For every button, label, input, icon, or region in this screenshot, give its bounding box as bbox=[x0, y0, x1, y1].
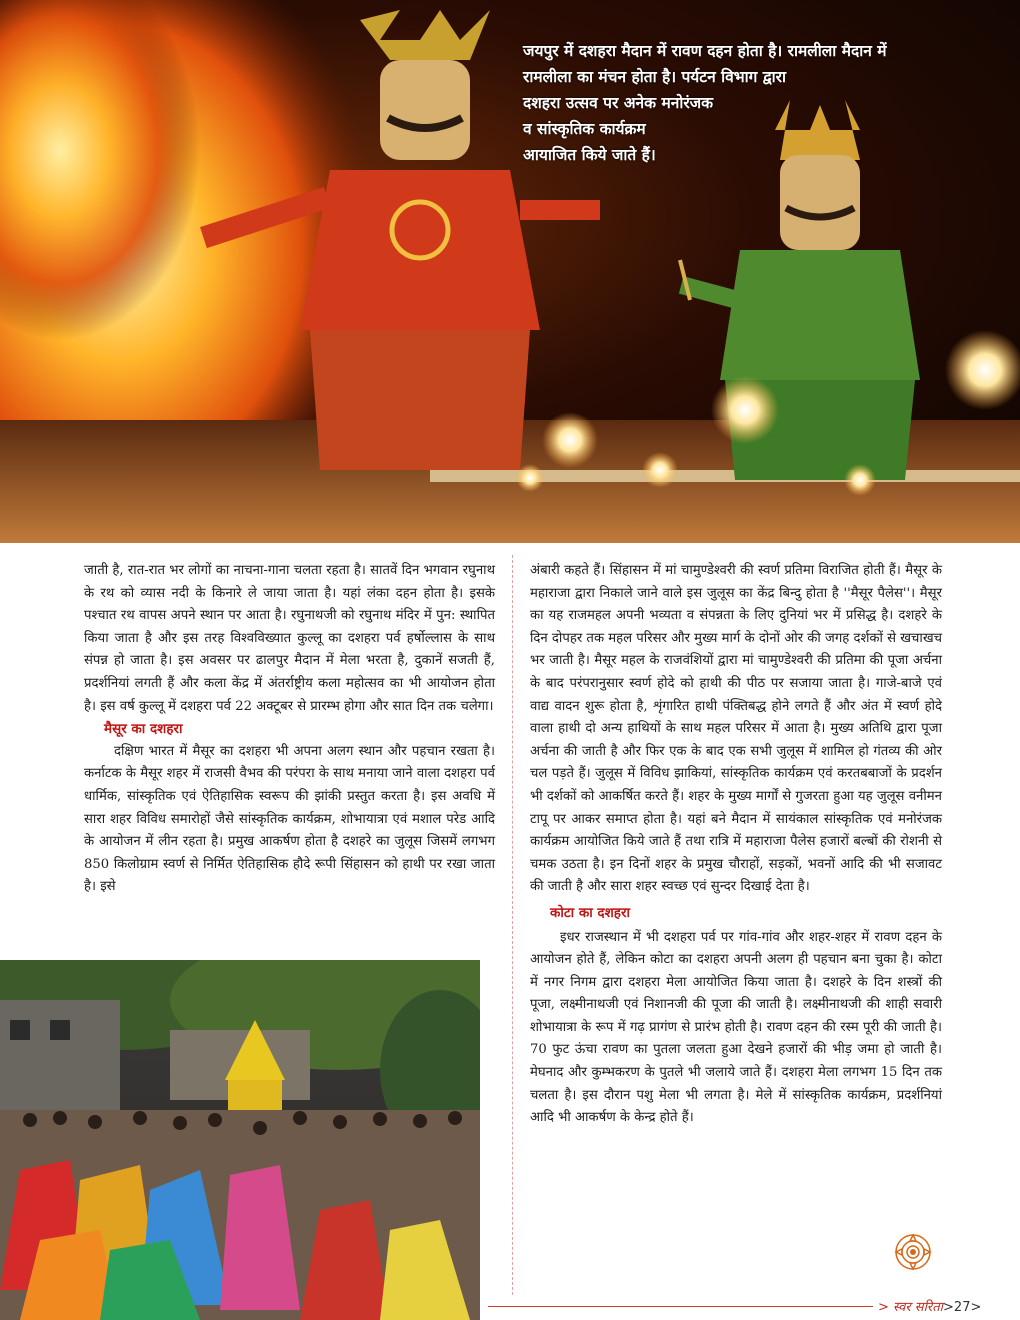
hero-photo bbox=[0, 0, 1020, 543]
footer-brand bbox=[878, 1297, 981, 1315]
mysore-paragraph: दक्षिण भारत में मैसूर का दशहरा भी अपना अलग स्थान और पहचान रखता है। कर्नाटक के मैसूर शहर में राजसी वैभव की परंपरा के साथ मनाया जाने वाला दशहरा पर्व धार्मिक, सांस्कृतिक एवं ऐतिहासिक स्वरूप की झांकी प्रस्तुत करता है। इस अवधि में सारा शहर विविध समारोहों जैसे सांस्कृतिक कार्यक्रम, शोभायात्रा एवं मशाल परेड आदि के आयोजन में लीन रहता है। प्रमुख आकर्षण होता है दशहरे का जुलूस जिसमें लगभग 850 किलोग्राम स्वर्ण से निर्मित ऐतिहासिक हौदे रूपी सिंहासन को हाथी पर रखा जाता है। इसे bbox=[84, 743, 495, 895]
kullu-paragraph-end: जाती है, रात-रात भर लोगों का नाचना-गाना चलता रहता है। सातवें दिन भगवान रघुनाथ के रथ को व्यास नदी के किनारे ले जाया जाता है। यहां लंका दहन होता है। इसके पश्चात रथ वापस अपने स्थान पर आता है। रघुनाथजी को रघुनाथ मंदिर में पुन: स्थापित किया जाता है और इस तरह विश्वविख्यात कुल्लू का दशहरा पर्व हर्षोल्लास के साथ संपन्न हो जाता है। इस अवसर पर ढालपुर मैदान में मेला भरता है, दुकानें सजती हैं, प्रदर्शनियां लगती हैं और कला केंद्र में अंतर्राष्ट्रीय कला महोत्सव का भी आयोजन होता है। इस वर्ष कुल्लू में दशहरा पर्व 22 अक्टूबर से प्रारम्भ होगा और सात दिन तक चलेगा। bbox=[84, 563, 495, 714]
article-column-right bbox=[530, 560, 942, 1130]
page-number: >27> bbox=[943, 1300, 982, 1315]
procession-photo bbox=[0, 960, 480, 1320]
kota-heading: कोटा का दशहरा bbox=[550, 904, 630, 921]
mysore-heading: मैसूर का दशहरा bbox=[104, 721, 183, 738]
procession-illustration bbox=[0, 960, 480, 1320]
mandala-icon bbox=[893, 1232, 933, 1272]
magazine-name: स्वर सरिता bbox=[893, 1300, 944, 1315]
footer-rule bbox=[488, 1306, 873, 1307]
kota-paragraph: इधर राजस्थान में भी दशहरा पर्व पर गांव-गांव और शहर-शहर में रावण दहन के आयोजन होते हैं, लेकिन कोटा का दशहरा अपनी अलग ही पहचान बना चुका है। कोटा में नगर निगम द्वारा दशहरा मेला आयोजित किया जाता है। दशहरे के दिन शस्त्रों की पूजा, लक्ष्मीनाथजी एवं निशानजी की पूजा की जाती है। लक्ष्मीनाथजी की शाही सवारी शोभायात्रा के रूप में गढ़ प्रागंण से प्रारंभ होती है। रावण दहन की रस्म पूरी की जाती है। 70 फुट ऊंचा रावण का पुतला जलता हुआ देखने हजारों की भीड़ जमा हो जाती है। मेघनाद और कुम्भकरण के पुतले भी जलाये जाते हैं। दशहरा मेला लगभग 15 दिन तक चलता है। इस दौरान पशु मेला भी लगता है। मेले में सांस्कृतिक कार्यक्रम, प्रदर्शनियां आदि भी आकर्षण के केन्द्र होते हैं। bbox=[530, 929, 942, 1126]
mysore-paragraph-continued: अंबारी कहते हैं। सिंहासन में मां चामुण्डेश्वरी की स्वर्ण प्रतिमा विराजित होती हैं। मैसूर के महाराजा द्वारा निकाले जाने वाले इस जुलूस का केंद्र बिन्दु होता है ''मैसूर पैलेस''। मैसूर का यह राजमहल अपनी भव्यता व संपन्नता के लिए दुनियां भर में प्रसिद्ध है। दशहरे के दिन दोपहर तक महल परिसर और मुख्य मार्ग के दोनों ओर की जगह दर्शकों से खचाखच भर जाती है। मैसूर महल के राजवंशियों द्वारा मां चामुण्डेश्वरी की प्रतिमा की पूजा अर्चना के बाद परंपरानुसार स्वर्ण होदे को हाथी की पीठ पर सजाया जाता है। गाजे-बाजे एवं वाद्य वादन शुरू होता है, शृंगारित हाथी पंक्तिबद्ध होने लगते हैं और अंत में स्वर्ण होदे वाला हाथी दो अन्य हाथियों के साथ महल परिसर में आता है। मुख्य अतिथि द्वारा पूजा अर्चना की जाती है और फिर एक के बाद एक सभी जुलूस में शामिल हो गंतव्य की ओर चल पड़ते हैं। जुलूस में विविध झाकियां, सांस्कृतिक कार्यक्रम एवं करतबबाजों के प्रदर्शन भी दर्शकों को आकर्षित करते हैं। शहर के मुख्य मार्गों से गुजरता हुआ यह जुलूस वनीमन टापू पर आकर समाप्त होता है। यहां बने मैदान में सायंकाल सांस्कृतिक एवं मनोरंजक कार्यक्रम आयोजित किये जाते हैं तथा रात्रि में महाराजा पैलेस हजारों बल्बों की रोशनी से चमक उठता है। इन दिनों शहर के प्रमुख चौराहों, सड़कों, भवनों आदि की भी सजावट की जाती है और सारा शहर स्वच्छ एवं सुन्दर दिखाई देता है। bbox=[530, 563, 942, 895]
article-column-left bbox=[84, 560, 495, 899]
column-divider bbox=[512, 555, 513, 1295]
footer-arrow: > bbox=[878, 1300, 889, 1315]
hero-caption: जयपुर में दशहरा मैदान में रावण दहन होता है। रामलीला मैदान में रामलीला का मंचन होता है। पर्यटन विभाग द्वारा दशहरा उत्सव पर अनेक मनोरंजक व सांस्कृतिक कार्यक्रम आयाजित किये जाते हैं। bbox=[523, 42, 887, 164]
